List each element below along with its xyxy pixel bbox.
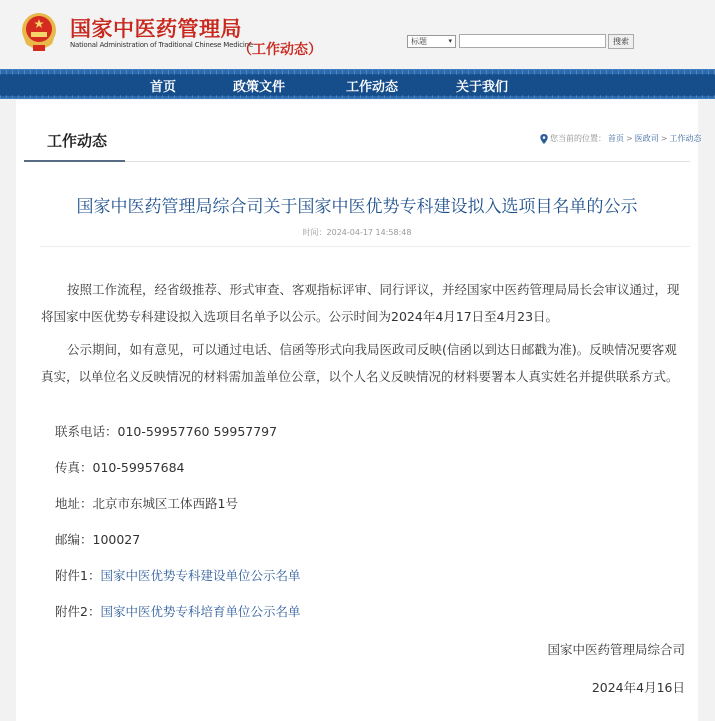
breadcrumb-prefix: 您当前的位置： [550,134,606,143]
site-logo-title[interactable]: 国家中医药管理局 [70,17,242,41]
signature-date: 2024年4月16日 [591,680,685,695]
breadcrumb-separator: > [660,134,668,143]
nav-item-policy[interactable]: 政策文件 [233,80,286,95]
article-paragraph: 按照工作流程，经省级推荐、形式审查、客观指标评审、同行评议，并经国家中医药管理局局长会审议通过，现将国家中医优势专科建设拟入选项目名单予以公示。公示时间为2024年4月17日至4月23日。 [41,282,680,324]
attachment-2 [55,602,300,620]
contact-address: 地址：北京市东城区工体西路1号 [55,496,238,511]
tab-active-underline [24,160,125,162]
tab-title: 工作动态 [47,132,108,150]
attachment-1 [55,566,300,584]
contact-fax: 传真：010-59957684 [55,460,185,475]
site-header [0,0,715,68]
article-paragraph: 公示期间，如有意见，可以通过电话、信函等形式向我局医政司反映(信函以到达日邮戳为准)。反映情况要客观真实，以单位名义反映情况的材料需加盖单位公章，以个人名义反映情况的材料要署本人真实姓名并提供联系方式。 [41,342,679,384]
breadcrumb-current[interactable]: 工作动态 [669,134,702,143]
breadcrumb-separator: > [626,134,633,143]
search-select-value: 标题 [411,37,427,46]
attachment-1-label: 附件1： [55,568,101,583]
nav-item-news[interactable]: 工作动态 [346,80,399,95]
search-button[interactable]: 搜索 [608,34,634,49]
national-emblem-icon[interactable] [19,12,59,54]
attachment-1-link[interactable]: 国家中医优势专科建设单位公示名单 [100,568,301,583]
signature: 国家中医药管理局综合司 [547,642,685,657]
site-logo-subtitle: National Administration of Traditional Chinese Medicine [70,41,253,49]
article-title: 国家中医药管理局综合司关于国家中医优势专科建设拟入选项目名单的公示 [76,197,638,217]
content-panel [16,100,702,721]
title-divider [40,246,690,247]
nav-item-about[interactable]: 关于我们 [456,80,509,95]
attachment-2-label: 附件2： [55,604,101,619]
breadcrumb-department[interactable]: 医政司 [634,134,659,143]
section-tag: （工作动态） [238,42,322,58]
contact-phone: 联系电话：010-59957760 59957797 [55,424,278,439]
location-pin-icon [540,134,548,144]
chevron-down-icon: ▾ [448,37,452,45]
main-nav [0,69,715,99]
attachment-2-link[interactable]: 国家中医优势专科培育单位公示名单 [100,604,301,619]
breadcrumb [540,133,701,144]
contact-postcode: 邮编：100027 [55,532,141,547]
search-input[interactable] [459,34,606,48]
search-field-select[interactable] [407,35,456,48]
article-time: 时间：2024-04-17 14:58:48 [302,228,412,237]
breadcrumb-home[interactable]: 首页 [608,134,624,143]
nav-item-home[interactable]: 首页 [150,80,177,95]
